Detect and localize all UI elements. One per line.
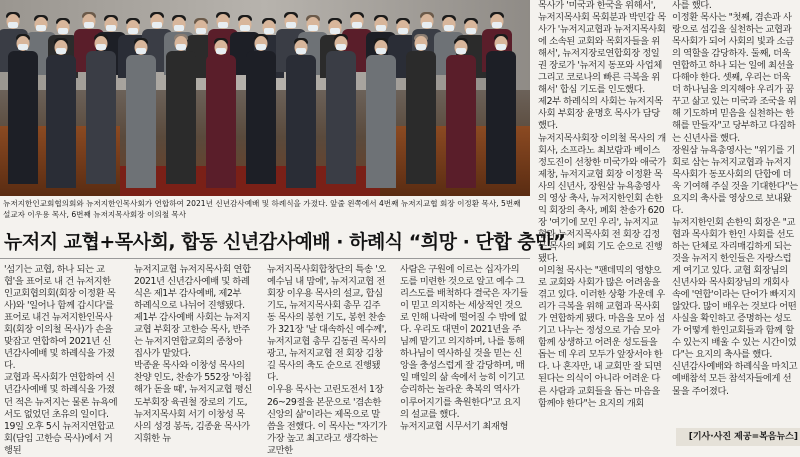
face-mask — [96, 44, 106, 50]
face-mask — [296, 48, 306, 54]
article-column-1: '섬기는 교협, 하나 되는 교협'을 표어로 내 건 뉴저지한인교회협의회(회장 이정환 목사)와 '일어나 함께 갑시다'를 표어로 내건 뉴저지한인목사회(회장 이의철 목사)가 손을 맞잡고 연합하여 2021년 신년감사예배 및 하례식을 가졌다. 교협과 목사회가 연합하여 신년감사예배 및 하례식을 가졌던 적은 뉴저지는 물론 뉴욕에서도 없었던 초유의 일이다. 19일 오후 5시 뉴저지연합교회(담임 고한승 목사)에서 거행된 — [4, 264, 118, 456]
suit — [86, 51, 116, 184]
face-mask — [216, 48, 226, 54]
person-figure — [126, 38, 156, 188]
face-mask — [416, 44, 426, 50]
suit — [246, 51, 276, 184]
person-figure — [8, 34, 38, 184]
face-mask — [352, 22, 362, 28]
face-mask — [376, 25, 386, 31]
suit — [406, 51, 436, 184]
article-column-2: 뉴저지교협 뉴저지목사회 연합 2021년 신년감사예배 및 하례식은 제1부 감사예배, 제2부 하례식으로 나뉘어 진행됐다. 제1부 감사예배 사회는 뉴저지교협 부회장 고한승 목사, 반주는 뉴저지연합교회의 종창아 집사가 맡았다. 박종윤 목사와 이창성 목사의 찬양 인도, 찬송가 552장 '아침 해가 돋을 때', 뉴저지교협 평신도부회장 육권철 장로의 기도, 뉴저지목사회 서기 이창성 목사의 성경 봉독, 김종윤 목사가 지휘한 뉴 — [134, 264, 252, 444]
face-mask — [218, 22, 228, 28]
suit — [326, 51, 356, 184]
article-column-5: 목사가 '미국과 한국을 위해서', 뉴저지목사회 목회분과 박민갑 목사가 '뉴저지교협과 뉴저지목사회에 소속된 교회와 목회자들을 위해서', 뉴저지장로연합회장 정일권 장로가 '뉴저지 동포와 사업체 그리고 코로나의 빠른 극복을 위해서' 합심 기도를 인도했다. 제2부 하례식의 사회는 뉴저지목사회 부회장 윤명호 목사가 담당했다. 뉴저지목사회장 이의철 목사의 개회사, 소프라노 최보람과 베이스 정도진이 선창한 미국가와 애국가 제창, 뉴저지교협 회장 이정환 목사의 신년사, 장원삼 뉴욕총영사의 영상 축사, 뉴저지한인회 손한익 회장의 축사, 폐회 찬송가 620장 '여기에 모인 우리', 뉴저지교협과 뉴저지목사회 전 회장 김정문 목사의 폐회 기도 순으로 진행됐다. 이의철 목사는 "팬데믹의 영향으로 교회와 사회가 많은 어려움을 겪고 있다. 이러한 상황 가운데 우리가 극복을 위해 교협과 목사회가 연합하게 됐다. 마음을 모아 섬기고 나누는 정성으로 가슴 모아 함께 상생하고 어려운 성도들을 돕는 데 우리 모두가 앞장서야 한다. 나 혼자만, 내 교회만 잘 되면 된다는 의식이 아니라 어려운 다른 사람과 교회들을 돕는 마음을 함께야 한다"는 요지의 개회 — [538, 0, 666, 409]
face-mask — [336, 44, 346, 50]
face-mask — [56, 48, 66, 54]
photo-caption: 뉴저지한인교회협의회와 뉴저지한인목사회가 연합하여 2021년 신년감사예배 및 하례식을 가졌다. 앞줄 왼쪽에서 4번째 뉴저지교협 회장 이정환 목사, 5번째 설교자 이우용 목사, 6번째 뉴저지목사회장 이의철 목사 — [3, 199, 521, 219]
person-figure — [486, 34, 516, 184]
face-mask — [456, 48, 466, 54]
suit — [366, 55, 396, 188]
article-byline: [기사·사진 제공=복음뉴스] — [676, 428, 800, 446]
suit — [446, 55, 476, 188]
person-figure — [166, 34, 196, 184]
face-mask — [128, 28, 138, 34]
person-figure — [446, 38, 476, 188]
person-figure — [206, 38, 236, 188]
face-mask — [176, 44, 186, 50]
face-mask — [106, 25, 116, 31]
face-mask — [286, 22, 296, 28]
headline-divider — [0, 258, 530, 259]
suit — [486, 51, 516, 184]
suit — [286, 55, 316, 188]
suit — [126, 55, 156, 188]
face-mask — [18, 44, 28, 50]
face-mask — [36, 25, 46, 31]
article-headline: 뉴저지 교협+목사회, 합동 신년감사예배 · 하례식 “희망 · 단합 충만” — [4, 231, 565, 253]
face-mask — [422, 22, 432, 28]
face-mask — [58, 28, 68, 34]
suit — [8, 51, 38, 184]
person-figure — [246, 34, 276, 184]
person-figure — [46, 38, 76, 188]
face-mask — [376, 48, 386, 54]
face-mask — [136, 48, 146, 54]
article-column-3: 뉴저지목사회합창단의 특송 '오 예수님 내 맘에', 뉴저지교협 전 회장 이우용 목사의 설교, 합심기도, 뉴저지목사회 총무 김주동 목사의 봉헌 기도, 봉헌 찬송가 321장 '날 대속하신 예수께', 뉴저지교협 총무 김동권 목사의 광고, 뉴저지교협 전 회장 김창길 목사의 축도 순으로 진행됐다. 이우용 목사는 고린도전서 1장 26~29절을 본문으로 '겸손한 신앙의 삶'이라는 제목으로 말씀을 전했다. 이 목사는 "자기가 가장 높고 최고라고 생각하는 교만한 — [267, 264, 387, 456]
congregation-group — [0, 0, 530, 196]
suit — [166, 51, 196, 184]
face-mask — [444, 25, 454, 31]
face-mask — [492, 22, 502, 28]
person-figure — [286, 38, 316, 188]
face-mask — [466, 28, 476, 34]
face-mask — [308, 25, 318, 31]
group-photo — [0, 0, 530, 196]
suit — [46, 55, 76, 188]
article-column-4: 사람은 구원에 이르는 십자가의 도를 미련한 것으로 알고 예수 그리스도를 배척하다 결국은 자기들이 믿고 의지하는 세상적인 것으로 인해 나락에 떨어질 수 밖에 없다. 우리도 대면이 2021년을 주님께 맡기고 의지하며, 나를 통해 하나님이 역사하실 것을 믿는 신앙을 충성스럽게 잘 감당하며, 매일 매일의 삶 속에서 능히 이기고 승리하는 놀라운 축복의 역사가 이루어지기를 축원한다"고 요지의 설교를 했다. 뉴저지교협 시무서기 최재형 — [400, 264, 528, 432]
person-figure — [366, 38, 396, 188]
face-mask — [8, 22, 18, 28]
face-mask — [152, 22, 162, 28]
face-mask — [84, 22, 94, 28]
article-column-6: 사를 했다. 이정환 목사는 "첫째, 겸손과 사랑으로 섬김을 실천하는 교협과 목사회가 되어 사회의 빛과 소금의 역할을 감당하자. 둘째, 더욱 연합하고 하나 되는 일에 최선을 다해야 한다. 셋째, 우리는 더욱 더 하나님을 의지해야 우리가 꿈꾸고 삶고 있는 미국과 조국을 위해 기도하며 믿음을 실천하는 한 해를 만들자"고 당부하고 다짐하는 신년사를 했다. 장원삼 뉴욕총영사는 "위기를 기회로 삼는 뉴저지교협과 뉴저지목사회가 동포사회의 단합에 더욱 기여해 주실 것을 기대한다"는 요지의 축사를 영상으로 보내왔다. 뉴저지한인회 손한익 회장은 "교협과 목사회가 한인 사회를 선도하는 단체로 자리매김하게 되는 것을 뉴저지 한인들은 자랑스럽게 여기고 있다. 교협 회장님의 신년사와 목사회장님의 개회사 속에 '연합'이라는 단어가 빠지지 않았다. 많이 배우는 것보다 어떤 사실을 확인하고 증명하는 성도가 어떻게 한인교회들과 함께 할 수 있는지 배울 수 있는 시간이었다"는 요지의 축사를 했다. 신년감사예배와 하례식을 마치고 예배참석 모든 참석자들에게 선물을 주어졌다. — [672, 0, 798, 397]
face-mask — [174, 25, 184, 31]
face-mask — [256, 44, 266, 50]
person-figure — [326, 34, 356, 184]
face-mask — [196, 28, 206, 34]
face-mask — [240, 25, 250, 31]
person-figure — [86, 34, 116, 184]
face-mask — [496, 44, 506, 50]
person-figure — [406, 34, 436, 184]
suit — [206, 55, 236, 188]
